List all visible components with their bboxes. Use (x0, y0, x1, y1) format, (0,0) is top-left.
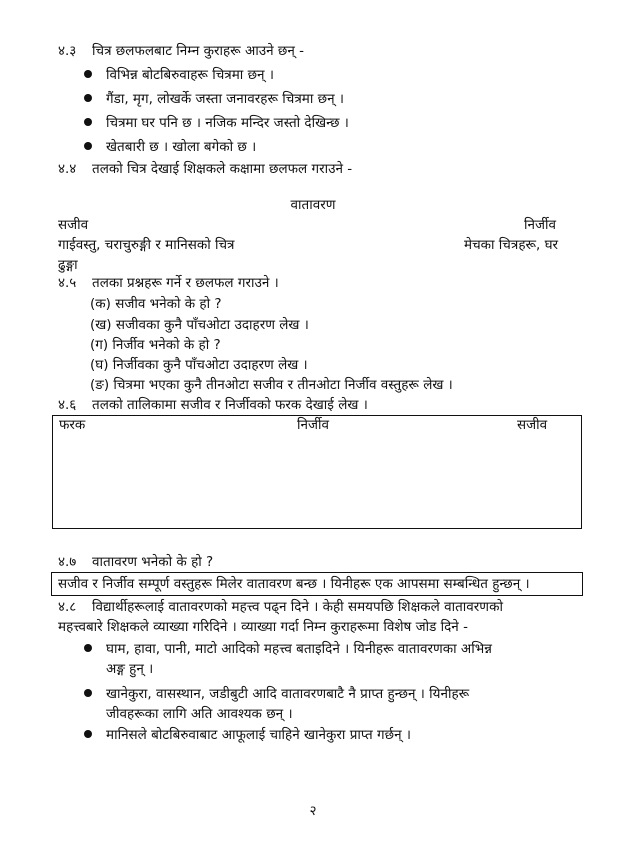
list-item-continued: अङ्ग हुन् । (106, 661, 154, 677)
bullet-icon (84, 730, 92, 738)
section-4-7-heading (58, 553, 213, 572)
list-item-continued: जीवहरूका लागि अति आवश्यक छन् । (106, 706, 293, 722)
section-4-4-heading (58, 160, 352, 179)
environment-definition-box: सजीव र निर्जीव सम्पूर्ण वस्तुहरू मिलेर वातावरण बन्छ । यिनीहरू एक आपसमा सम्बन्धित हुन्छन् । (51, 572, 583, 596)
list-item: खेतबारी छ । खोला बगेको छ । (84, 138, 256, 157)
list-item: खानेकुरा, वासस्थान, जडीबुटी आदि वातावरणबाटै नै प्राप्त हुन्छन् । यिनीहरू (84, 685, 469, 704)
section-number: ४.४ (58, 161, 77, 177)
section-number: ४.६ (58, 397, 77, 413)
section-number: ४.७ (58, 554, 77, 570)
section-4-6-heading (58, 396, 368, 415)
bullet-icon (84, 118, 92, 126)
bullet-icon (84, 70, 92, 78)
question-item: (क) सजीव भनेको के हो ? (90, 296, 222, 312)
section-text: तलका प्रश्नहरू गर्ने र छलफल गराउने । (92, 275, 279, 291)
section-text: चित्र छलफलबाट निम्न कुराहरू आउने छन् - (92, 43, 305, 59)
section-4-8-continued: महत्त्वबारे शिक्षकले व्याख्या गरिदिने । व्याख्या गर्दा निम्न कुराहरूमा विशेष जोड दिने - (58, 619, 468, 635)
bullet-icon (84, 94, 92, 102)
nonliving-items: मेचका चित्रहरू, घर (464, 237, 559, 253)
list-item: चित्रमा घर पनि छ । नजिक मन्दिर जस्तो देखिन्छ । (84, 114, 349, 133)
section-number: ४.३ (58, 43, 77, 59)
section-text: तलको चित्र देखाई शिक्षकले कक्षामा छलफल गराउने - (92, 161, 353, 177)
nonliving-label: निर्जीव (524, 217, 557, 233)
section-4-3-heading (58, 42, 304, 61)
section-4-8-heading (58, 598, 503, 617)
question-item: (ङ) चित्रमा भएका कुनै तीनओटा सजीव र तीनओटा निर्जीव वस्तुहरू लेख । (90, 377, 453, 393)
list-item: विभिन्न बोटबिरुवाहरू चित्रमा छन् । (84, 66, 274, 85)
question-item: (ख) सजीवका कुनै पाँचओटा उदाहरण लेख । (90, 317, 309, 333)
living-label: सजीव (58, 217, 89, 233)
page-number: २ (309, 803, 317, 819)
question-item: (ग) निर्जीव भनेको के हो ? (90, 337, 221, 353)
section-number: ४.८ (58, 599, 77, 615)
table-header-living: सजीव (517, 417, 548, 433)
list-item: घाम, हावा, पानी, माटो आदिको महत्त्व बताइदिने । यिनीहरू वातावरणका अभिन्न (84, 640, 492, 659)
bullet-icon (84, 689, 92, 697)
table-header-nonliving: निर्जीव (297, 417, 330, 433)
environment-title: वातावरण (290, 197, 336, 213)
comparison-table (52, 415, 582, 529)
list-item: गैंडा, मृग, लोखर्के जस्ता जनावरहरू चित्रमा छन् । (84, 90, 344, 109)
section-number: ४.५ (58, 275, 77, 291)
section-4-5-heading (58, 274, 279, 293)
bullet-icon (84, 142, 92, 150)
living-items: गाईवस्तु, चराचुरुङ्गी र मानिसको चित्र (58, 237, 235, 253)
section-text: विद्यार्थीहरूलाई वातावरणको महत्त्व पढ्न दिने । केही समयपछि शिक्षकले वातावरणको (92, 599, 503, 615)
question-item: (घ) निर्जीवका कुनै पाँचओटा उदाहरण लेख । (90, 357, 308, 373)
bullet-icon (84, 644, 92, 652)
table-header-difference: फरक (59, 417, 86, 433)
section-text: वातावरण भनेको के हो ? (92, 554, 214, 570)
nonliving-items-continued: ढुङ्गा (58, 257, 78, 273)
list-item: मानिसले बोटबिरुवाबाट आफूलाई चाहिने खानेकुरा प्राप्त गर्छन् । (84, 726, 411, 745)
section-text: तलको तालिकामा सजीव र निर्जीवको फरक देखाई लेख । (92, 397, 368, 413)
